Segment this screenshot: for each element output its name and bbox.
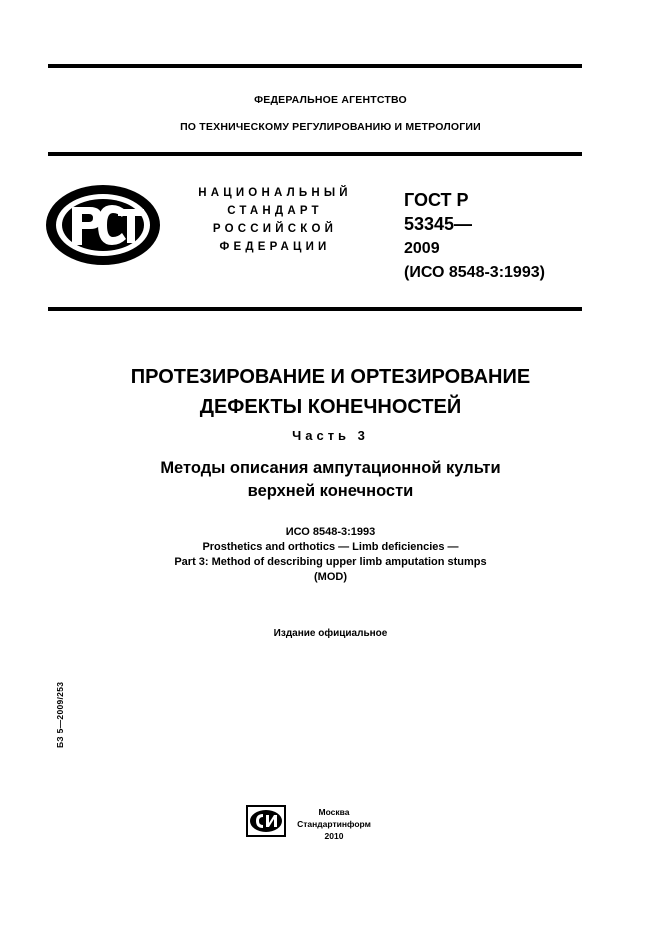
rst-logo-icon (44, 183, 162, 267)
gost-line-1: ГОСТ Р (404, 190, 469, 210)
subtitle-line-1: Методы описания ампутационной культи (160, 459, 501, 477)
title-line-1: ПРОТЕЗИРОВАНИЕ И ОРТЕЗИРОВАНИЕ (130, 366, 531, 388)
national-label-4: ФЕДЕРАЦИИ (219, 241, 331, 253)
national-label-1: НАЦИОНАЛЬНЫЙ (198, 187, 352, 199)
gost-year: 2009 (404, 240, 440, 257)
iso-line-2: Prosthetics and orthotics — Limb deficiencies — (202, 541, 459, 553)
standartinform-logo-icon (246, 805, 286, 837)
iso-line-1: ИСО 8548-3:1993 (285, 526, 376, 538)
side-code: БЗ 5—2009/253 (55, 681, 65, 748)
gost-number: 53345— (404, 214, 473, 234)
publisher-year: 2010 (324, 831, 344, 841)
part-label: Часть 3 (292, 428, 369, 443)
iso-line-4: (MOD) (314, 571, 347, 583)
header-rule (48, 152, 582, 156)
publisher-name: Стандартинформ (297, 819, 371, 829)
publisher-city: Москва (318, 807, 350, 817)
gost-iso-ref: (ИСО 8548-3:1993) (404, 264, 545, 281)
top-rule (48, 64, 582, 68)
national-label-3: РОССИЙСКОЙ (212, 223, 338, 235)
iso-line-3: Part 3: Method of describing upper limb amputation stumps (174, 556, 487, 568)
standard-block-rule (48, 307, 582, 311)
national-label-2: СТАНДАРТ (227, 205, 323, 217)
edition-label: Издание официальное (273, 628, 388, 639)
title-line-2: ДЕФЕКТЫ КОНЕЧНОСТЕЙ (199, 396, 462, 418)
agency-line-1: ФЕДЕРАЛЬНОЕ АГЕНТСТВО (254, 94, 407, 106)
subtitle-line-2: верхней конечности (247, 482, 414, 500)
agency-line-2: ПО ТЕХНИЧЕСКОМУ РЕГУЛИРОВАНИЮ И МЕТРОЛОГИИ (180, 121, 481, 133)
